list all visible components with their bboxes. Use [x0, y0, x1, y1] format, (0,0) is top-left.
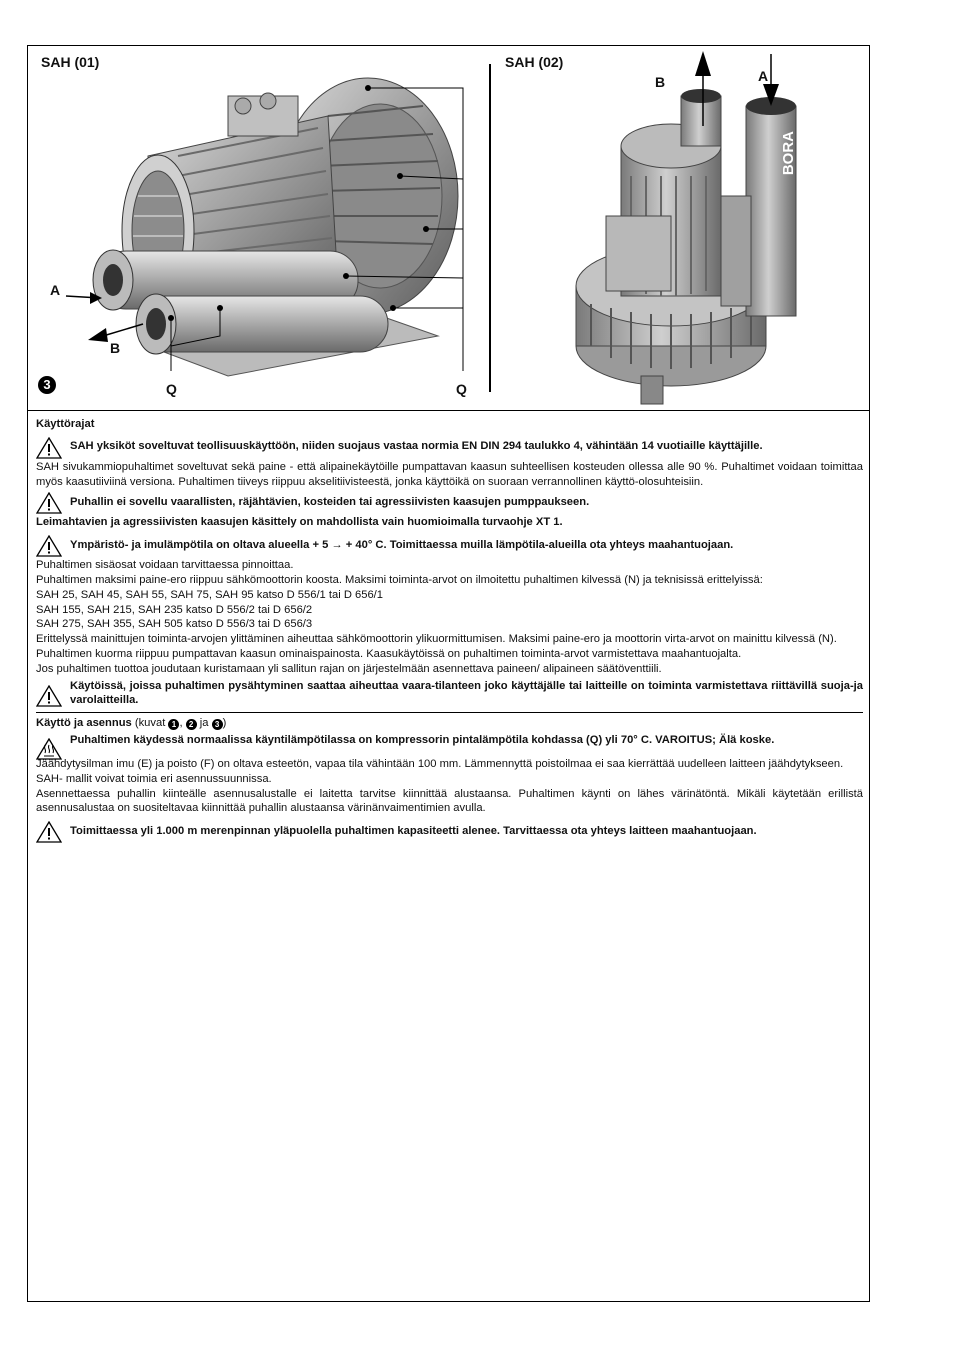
paragraph-bold: Leimahtavien ja agressiivisten kaasujen käsittely on mahdollista vain huomioimalla turvaohje XT 1. — [36, 516, 563, 529]
paragraph: SAH- mallit voivat toimia eri asennussuunnissa. — [36, 772, 272, 785]
paragraph: Jäähdytysilman imu (E) ja poisto (F) on oltava esteetön, vapaa tila vähintään 100 mm. Lämmennyttä poistoilmaa ei saa kierrättää uudelleen laitteen jäähdytykseen. — [36, 757, 844, 770]
warning-text: Käytöissä, joissa puhaltimen pysähtyminen saattaa aiheuttaa vaara-tilanteen joko käyttäjälle tai laitteille on toiminta varmistettava riittävillä suoja-ja varolaitteilla. — [70, 679, 863, 707]
paragraph: SAH 25, SAH 45, SAH 55, SAH 75, SAH 95 katso D 556/1 tai D 656/1 — [36, 588, 383, 601]
warning-altitude — [36, 820, 863, 842]
figure-label-sah01: SAH (01) — [41, 54, 100, 70]
brand-logo: BORA — [780, 131, 797, 176]
warning-text: Ympäristö- ja imulämpötila on oltava alueella + 5 → + 40° C. Toimittaessa muilla lämpötila-alueilla ota yhteys maahantuojaan. — [70, 538, 734, 551]
figure-number: 3 — [38, 376, 56, 394]
label-a-right: A — [758, 68, 769, 84]
warning-triangle-icon — [36, 685, 62, 707]
label-q-right: Q — [456, 381, 467, 397]
figure-ref-1: 1 — [168, 719, 179, 730]
paragraph: Asennettaessa puhallin kiinteälle asennusalustalle ei laitetta tarvitse kiinnittää alustaansa. Puhaltimen käynti on lähes värinätöntä. Mikäli käytetään erillistä asennusalustaa on suositeltavaa kiinnittää puhallin alustaansa värinänvaimentimien avulla. — [36, 787, 863, 815]
warning-text: SAH yksiköt soveltuvat teollisuuskäyttöön, niiden suojaus vastaa normia EN DIN 294 taulukko 4, vähintään 14 vuotiaille käyttäjille. — [70, 440, 763, 453]
paragraph: SAH sivukammiopuhaltimet soveltuvat sekä paine - että alipainekäytöille pumpattavan kaasun suhteellisen kosteuden ollessa alle 90 %. Puhaltimet voidaan toimittaa myös kaasutiiviinä versiona. Puhaltimen tiiveys riippuu akselitiivisteestä, jonka käyttöikä on suoraan verrannollinen käyttö-olosuhteisiin. — [36, 460, 863, 488]
warning-triangle-icon — [36, 492, 62, 514]
warning-dangerous-gases — [36, 491, 863, 513]
paragraph: Jos puhaltimen tuottoa joudutaan kuristamaan yli sallitun rajan on järjestelmään asennettava paineen/ alipaineen säätöventtiili. — [36, 662, 662, 675]
blower-sah02-illustration — [491, 46, 869, 410]
paragraph: SAH 155, SAH 215, SAH 235 katso D 556/2 tai D 656/2 — [36, 603, 313, 616]
hot-surface-warning-icon — [36, 738, 62, 760]
figure-ref-2: 2 — [186, 719, 197, 730]
warning-safety-devices — [36, 679, 863, 709]
warning-text: Toimittaessa yli 1.000 m merenpinnan yläpuolella puhaltimen kapasiteetti alenee. Tarvittaessa ota yhteys laitteen maahantuojaan. — [70, 824, 757, 837]
paragraph: SAH 275, SAH 355, SAH 505 katso D 556/3 tai D 656/3 — [36, 618, 313, 631]
page-frame — [27, 45, 870, 1302]
section-divider — [36, 712, 863, 713]
warning-temperature — [36, 534, 863, 556]
label-b-left: B — [110, 340, 121, 356]
figure-area — [28, 46, 869, 411]
section-title-operation: Käyttö ja asennus (kuvat 1 , 2 ja 3 ) — [36, 717, 227, 730]
warning-hot-surface — [36, 733, 863, 755]
warning-industrial-use — [36, 436, 863, 458]
text-body — [36, 414, 863, 844]
blower-sah01-illustration — [28, 46, 488, 410]
label-a-left: A — [50, 282, 61, 298]
figure-label-sah02: SAH (02) — [505, 54, 564, 70]
warning-triangle-icon — [36, 437, 62, 459]
label-b-right: B — [655, 74, 666, 90]
section-title-limits: Käyttörajat — [36, 418, 95, 430]
label-q-left: Q — [166, 381, 177, 397]
warning-triangle-icon — [36, 535, 62, 557]
figure-ref-3: 3 — [212, 719, 223, 730]
paragraph: Puhaltimen kuorma riippuu pumpattavan kaasun ominaispainosta. Kaasukäytöissä on puhaltimen toiminta-arvot varmistettava maahantuojalta. — [36, 647, 742, 660]
paragraph: Puhaltimen maksimi paine-ero riippuu sähkömoottorin koosta. Maksimi toiminta-arvot on ilmoitettu puhaltimen kilvessä (N) ja teknisissä erittelyissä: — [36, 573, 763, 586]
paragraph: Erittelyssä mainittujen toiminta-arvojen ylittäminen aiheuttaa sähkömoottorin ylikuormittumisen. Maksimi paine-ero ja moottorin virta-arvot on mainittu kilvessä (N). — [36, 633, 837, 646]
warning-text: Puhallin ei sovellu vaarallisten, räjähtävien, kosteiden tai agressiivisten kaasujen pumppaukseen. — [70, 495, 590, 508]
paragraph: Puhaltimen sisäosat voidaan tarvittaessa pinnoittaa. — [36, 559, 294, 572]
warning-text: Puhaltimen käydessä normaalissa käyntilämpötilassa on kompressorin pintalämpötila kohdassa (Q) yli 70° C. VAROITUS; Älä koske. — [70, 733, 775, 746]
warning-triangle-icon — [36, 821, 62, 843]
